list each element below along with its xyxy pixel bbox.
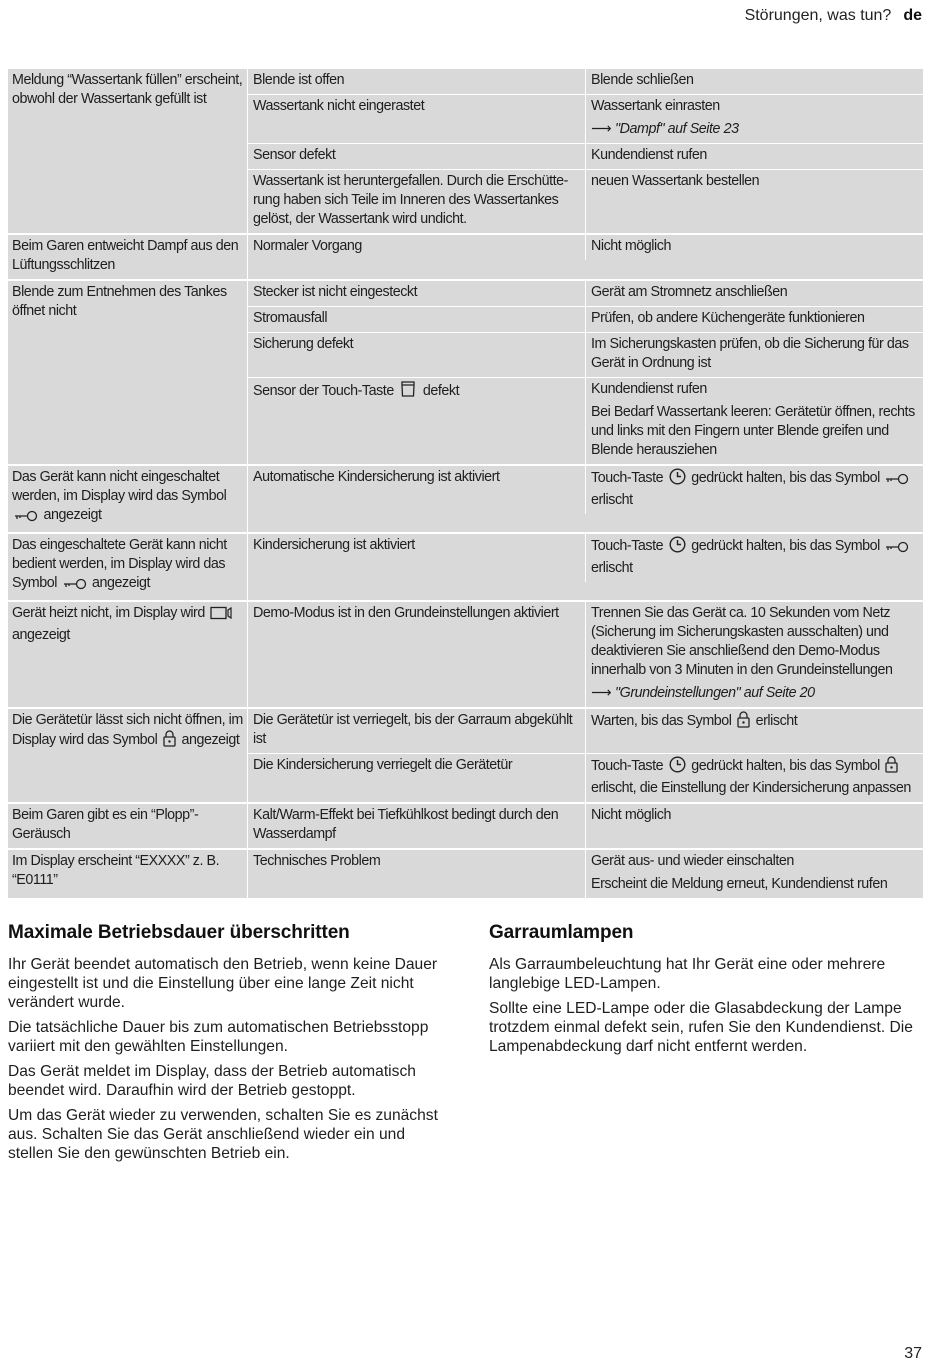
table-row	[248, 307, 923, 333]
cause-cell: Wassertank nicht eingerastet	[248, 95, 586, 143]
paragraph: Sollte eine LED-Lampe oder die Glasabdeckung der Lampe trotzdem einmal defekt sein, rufen Sie den Kundendienst. Die Lampenabdeckung darf nicht entfernt werden.	[489, 1000, 913, 1055]
remedy-text: Touch-Taste	[591, 538, 664, 554]
remedy-cell	[586, 850, 923, 898]
table-row-group	[8, 602, 923, 709]
problem-text: Die Gerätetür lässt sich nicht öffnen, im Display wird das Symbol	[12, 712, 243, 748]
remedy-text: Erscheint die Meldung erneut, Kundendienst rufen	[591, 876, 888, 892]
remedy-cell: neuen Wassertank bestellen	[591, 173, 760, 189]
remedy-text: erlischt	[591, 492, 633, 508]
table-row	[248, 333, 923, 378]
demo-mode-icon	[210, 606, 232, 626]
remedy-text: Wassertank einrasten	[591, 98, 720, 114]
cause-cell: Sensor defekt	[248, 144, 586, 169]
troubleshooting-table	[8, 69, 923, 898]
problem-text: Gerät heizt nicht, im Display wird	[12, 605, 205, 621]
table-row	[248, 235, 923, 260]
problem-cell	[8, 534, 248, 600]
padlock-icon	[885, 756, 898, 779]
paragraph: Die tatsächliche Dauer bis zum automatischen Betriebsstopp variiert mit den gewählten Einstellungen.	[8, 1019, 429, 1055]
table-row	[248, 602, 923, 707]
cause-text: defekt	[422, 383, 460, 399]
problem-cell: Blende zum Entnehmen des Tankes öffnet nicht	[8, 281, 248, 464]
remedy-text: Trennen Sie das Gerät ca. 10 Sekunden vom Netz (Sicherung im Sicherungskasten ausschalten) und deaktivieren Sie anschließend den Demo-Modus innerhalb von 3 Minuten in den Grundeinstellungen	[591, 605, 893, 678]
table-row-group	[8, 534, 923, 602]
remedy-cell: Prüfen, ob andere Küchengeräte funktionieren	[591, 310, 865, 326]
remedy-cell	[586, 754, 923, 802]
problem-text: angezeigt	[12, 627, 70, 643]
header-section-title: Störungen, was tun?	[744, 7, 892, 24]
page-number: 37	[904, 1345, 922, 1362]
table-row	[248, 378, 923, 464]
cause-cell: Demo-Modus ist in den Grundeinstellungen aktiviert	[248, 602, 586, 707]
cause-cell: Normaler Vorgang	[248, 235, 586, 260]
clock-icon	[669, 536, 686, 559]
paragraph: Ihr Gerät beendet automatisch den Betrieb, wenn keine Dauer eingestellt ist und die Einstellung über eine lange Zeit nicht verändert wurde.	[8, 956, 438, 1011]
remedy-cell: Im Sicherungskasten prüfen, ob die Sicherung für das Gerät in Ordnung ist	[591, 336, 909, 371]
remedy-text: Warten, bis das Symbol	[591, 713, 732, 729]
remedy-text: gedrückt halten, bis das Symbol	[691, 758, 880, 774]
section-heading-max-duration: Maximale Betriebsdauer überschritten	[8, 922, 350, 943]
table-row	[248, 466, 923, 514]
key-lock-icon	[14, 509, 38, 528]
remedy-cell: Kundendienst rufen	[591, 147, 707, 163]
cause-cell: Stromausfall	[248, 307, 586, 332]
clock-icon	[669, 468, 686, 491]
remedy-cell	[586, 95, 923, 143]
table-row	[248, 850, 923, 898]
arrow-icon: ⟶	[591, 121, 612, 137]
problem-cell: Beim Garen entweicht Dampf aus den Lüftungsschlitzen	[8, 235, 248, 279]
remedy-cell	[586, 602, 923, 707]
remedy-text: Touch-Taste	[591, 470, 664, 486]
problem-text: Das eingeschaltete Gerät kann nicht bedient werden, im Display wird das Symbol	[12, 537, 227, 591]
cause-cell: Sicherung defekt	[248, 333, 586, 377]
clock-icon	[669, 756, 686, 779]
table-row	[248, 534, 923, 582]
remedy-text: Bei Bedarf Wassertank leeren: Gerätetür öffnen, rechts und links mit den Fingern unter Blende greifen und Blende herausziehen	[591, 404, 915, 458]
problem-cell: Beim Garen gibt es ein “Plopp”-Geräusch	[8, 804, 248, 848]
cause-cell: Automatische Kindersicherung ist aktiviert	[248, 466, 586, 514]
problem-text: angezeigt	[181, 732, 240, 748]
cause-cell: Wassertank ist heruntergefallen. Durch die Erschütterung haben sich Teile im Inneren des Wassertankes gelöst, der Wassertank wird undicht.	[248, 170, 586, 233]
paragraph: Das Gerät meldet im Display, dass der Betrieb automatisch beendet wird. Daraufhin wird der Betrieb gestoppt.	[8, 1063, 416, 1099]
key-lock-icon	[885, 472, 909, 491]
problem-cell: Meldung “Wassertank füllen” erscheint, obwohl der Wassertank gefüllt ist	[8, 69, 248, 233]
remedy-cell	[586, 709, 923, 753]
problem-cell	[8, 466, 248, 532]
problem-cell: Im Display erscheint “EXXXX” z. B. “E0111”	[8, 850, 248, 898]
table-row-group	[8, 281, 923, 466]
remedy-cell	[586, 378, 923, 464]
remedy-text: Touch-Taste	[591, 758, 664, 774]
remedy-cell: Blende schließen	[591, 72, 694, 88]
remedy-cell: Nicht möglich	[591, 807, 671, 823]
table-row-group	[8, 850, 923, 898]
table-row	[248, 144, 923, 170]
cause-cell: Technisches Problem	[248, 850, 586, 898]
running-header	[745, 7, 922, 25]
remedy-cell: Nicht möglich	[591, 238, 671, 254]
page-reference-link[interactable]: "Grundeinstellungen" auf Seite 20	[615, 685, 815, 701]
cause-cell: Kindersicherung ist aktiviert	[248, 534, 586, 582]
table-row-group	[8, 69, 923, 235]
padlock-icon	[163, 730, 176, 753]
page-reference-link[interactable]: "Dampf" auf Seite 23	[615, 121, 739, 137]
remedy-text: gedrückt halten, bis das Symbol	[691, 470, 880, 486]
section-heading-oven-lamps: Garraumlampen	[489, 922, 634, 943]
remedy-text: erlischt, die Einstellung der Kindersicherung anpassen	[591, 780, 911, 796]
paragraph: Um das Gerät wieder zu verwenden, schalten Sie es zunächst aus. Schalten Sie das Gerät anschließend wieder ein und stellen Sie den gewünschten Betrieb ein.	[8, 1107, 438, 1162]
remedy-text: Kundendienst rufen	[591, 381, 707, 397]
problem-text: angezeigt	[43, 507, 102, 523]
padlock-icon	[737, 711, 750, 734]
table-row-group	[8, 804, 923, 850]
key-lock-icon	[885, 540, 909, 559]
problem-cell	[8, 602, 248, 707]
table-row	[248, 170, 923, 233]
cause-cell: Blende ist offen	[248, 69, 586, 94]
table-row	[248, 69, 923, 95]
table-row	[248, 754, 923, 802]
problem-text: Das Gerät kann nicht eingeschaltet werden, im Display wird das Symbol	[12, 469, 227, 504]
remedy-cell	[586, 534, 923, 582]
cause-cell	[248, 378, 586, 464]
remedy-text: gedrückt halten, bis das Symbol	[691, 538, 880, 554]
remedy-cell	[586, 466, 923, 514]
remedy-text: erlischt	[755, 713, 798, 729]
table-row	[248, 95, 923, 144]
table-row-group	[8, 466, 923, 534]
remedy-text: erlischt	[591, 560, 633, 576]
cause-text: Sensor der Touch-Taste	[253, 383, 394, 399]
table-row	[248, 281, 923, 307]
table-row	[248, 804, 923, 848]
cause-cell: Die Gerätetür ist verriegelt, bis der Garraum abgekühlt ist	[248, 709, 586, 753]
table-row	[248, 709, 923, 754]
table-row-group	[8, 709, 923, 804]
tank-flap-icon	[399, 380, 417, 404]
problem-cell	[8, 709, 248, 802]
cause-cell: Kalt/Warm-Effekt bei Tiefkühlkost bedingt durch den Wasserdampf	[248, 804, 586, 848]
paragraph: Als Garraumbeleuchtung hat Ihr Gerät eine oder mehrere langlebige LED-Lampen.	[489, 956, 886, 992]
problem-text: angezeigt	[92, 575, 151, 591]
key-lock-icon	[63, 577, 87, 596]
cause-cell: Stecker ist nicht eingesteckt	[248, 281, 586, 306]
header-language-code: de	[903, 7, 922, 24]
remedy-cell: Gerät am Stromnetz anschließen	[591, 284, 788, 300]
remedy-text: Gerät aus- und wieder einschalten	[591, 853, 794, 869]
cause-cell: Die Kindersicherung verriegelt die Gerätetür	[248, 754, 586, 802]
arrow-icon: ⟶	[591, 685, 612, 701]
table-row-group	[8, 235, 923, 281]
